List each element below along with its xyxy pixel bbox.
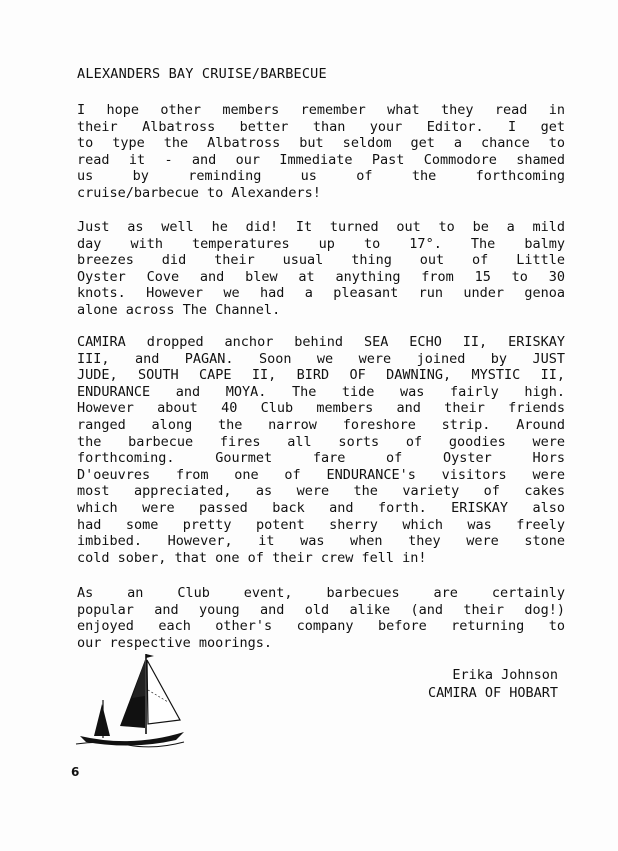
text-line: day with temperatures up to 17°. The balmy [77, 235, 565, 252]
text-line: knots. However we had a pleasant run under genoa [77, 285, 565, 302]
text-line: breezes did their usual thing out of Little [77, 252, 565, 269]
text-line: Oyster Cove and blew at anything from 15 to 30 [77, 268, 565, 285]
text-line: ranged along the narrow foreshore strip. Around [77, 416, 565, 433]
text-line: had some pretty potent sherry which was freely [77, 516, 565, 533]
article-title: ALEXANDERS BAY CRUISE/BARBECUE [77, 66, 327, 82]
paragraph-4 [77, 585, 565, 651]
text-line: cold sober, that one of their crew fell in! [77, 549, 427, 566]
text-line: As an Club event, barbecues are certainly [77, 585, 565, 601]
signature-block [428, 666, 558, 702]
paragraph-2 [77, 219, 565, 319]
text-line: us by reminding us of the forthcoming [77, 168, 565, 185]
text-line: read it - and our Immediate Past Commodore shamed [77, 151, 565, 168]
text-line: forthcoming. Gourmet fare of Oyster Hors [77, 450, 565, 467]
paragraph-1 [77, 102, 565, 202]
author-name: Erika Johnson [452, 667, 558, 683]
text-line: their Albatross better than your Editor. I get [77, 118, 565, 135]
text-line: alone across The Channel. [77, 301, 281, 318]
sailing-ship-icon [72, 650, 192, 750]
text-line: However about 40 Club members and their friends [77, 400, 565, 417]
page-number: 6 [71, 765, 80, 779]
text-line: our respective moorings. [77, 634, 273, 651]
text-line: ENDURANCE and MOYA. The tide was fairly high. [77, 383, 565, 400]
text-line: to type the Albatross but seldom get a chance to [77, 135, 565, 152]
text-line: enjoyed each other's company before returning to [77, 618, 565, 635]
text-line: cruise/barbecue to Alexanders! [77, 184, 321, 201]
paragraph-3 [77, 334, 565, 566]
text-line: most appreciated, as were the variety of cakes [77, 483, 565, 500]
text-line: imbibed. However, it was when they were stone [77, 533, 565, 550]
text-line: CAMIRA dropped anchor behind SEA ECHO II, ERISKAY [77, 334, 565, 350]
author-vessel: CAMIRA OF HOBART [427, 685, 558, 701]
text-line: Just as well he did! It turned out to be a mild [77, 219, 565, 235]
text-line: III, and PAGAN. Soon we were joined by JUST [77, 350, 565, 367]
text-line: I hope other members remember what they read in [77, 102, 565, 118]
text-line: which were passed back and forth. ERISKAY also [77, 499, 565, 516]
text-line: JUDE, SOUTH CAPE II, BIRD OF DAWNING, MYSTIC II, [77, 367, 565, 384]
text-line: the barbecue fires all sorts of goodies were [77, 433, 565, 450]
text-line: D'oeuvres from one of ENDURANCE's visitors were [77, 466, 565, 483]
text-line: popular and young and old alike (and their dog!) [77, 601, 565, 618]
